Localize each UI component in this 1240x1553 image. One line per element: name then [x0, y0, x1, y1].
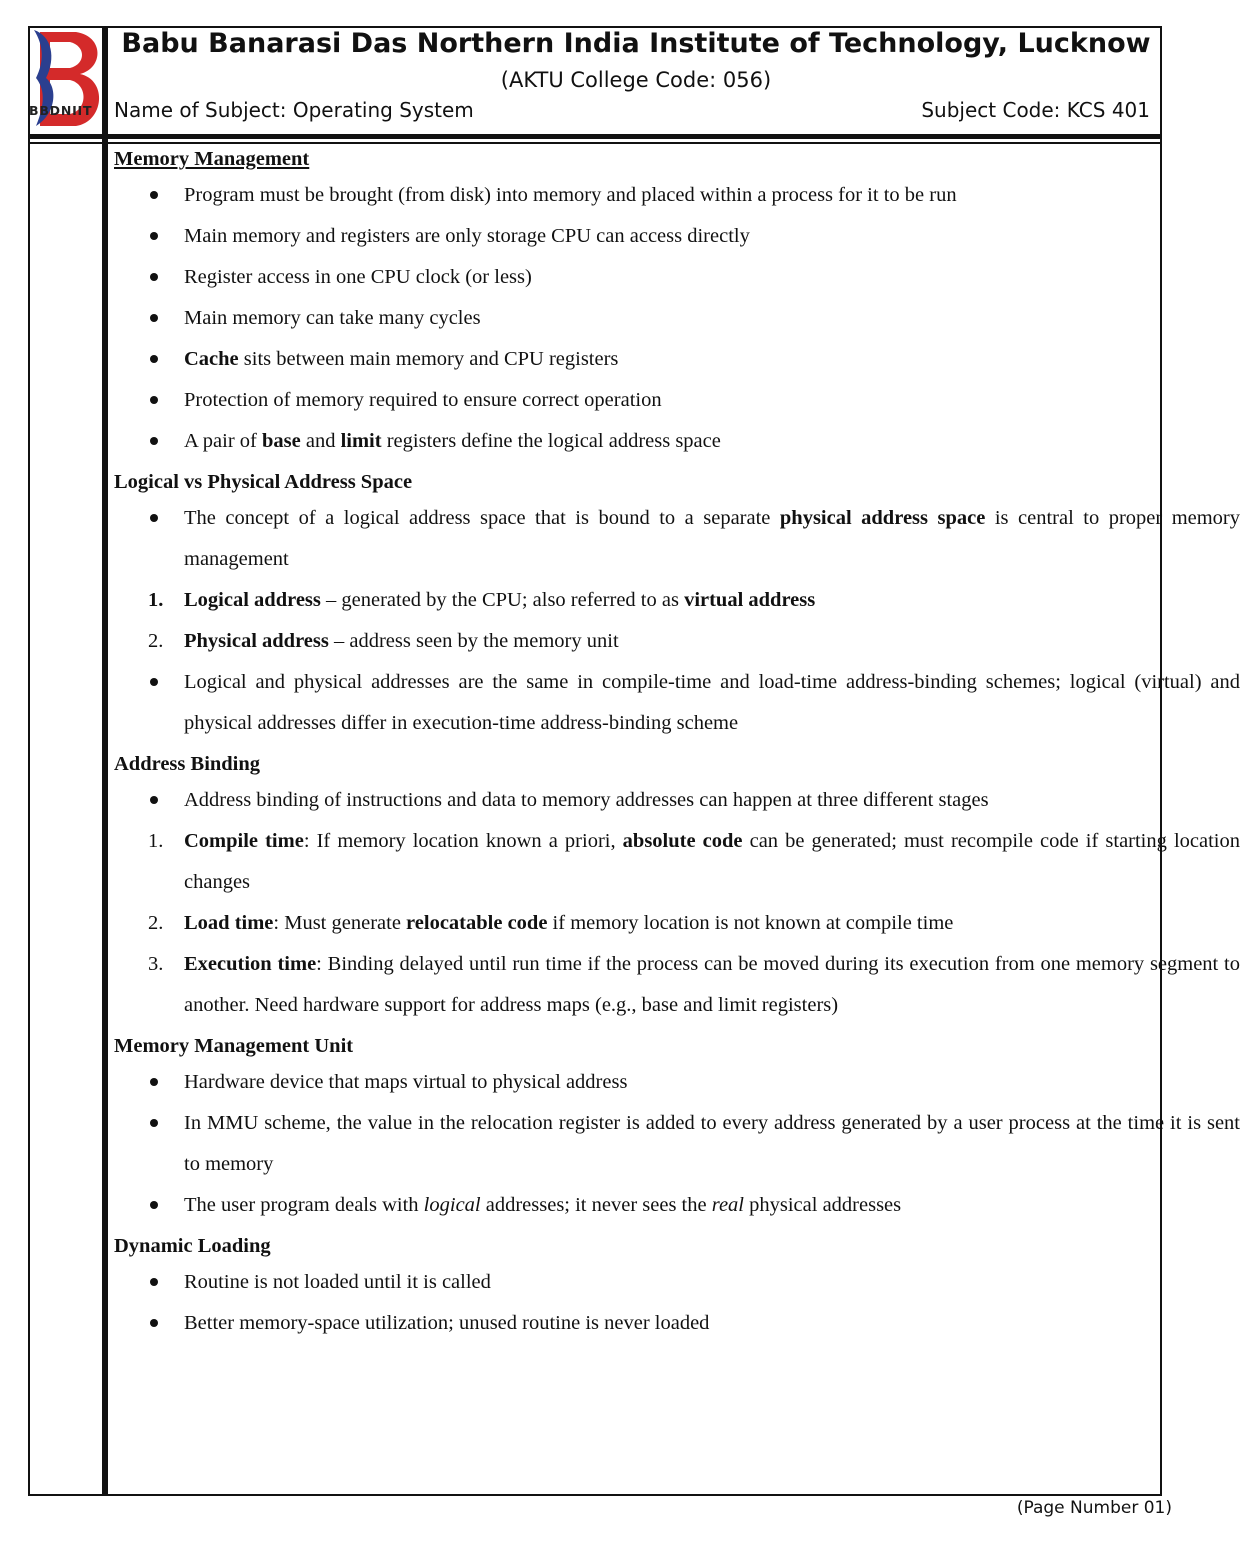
- logical-physical-list: [114, 498, 1240, 744]
- list-item: 1. Logical address – generated by the CPU; also referred to as virtual address: [148, 589, 816, 611]
- list-item: The concept of a logical address space that is bound to a separate physical address space is central to proper memory management: [114, 498, 1240, 580]
- list-item: Program must be brought (from disk) into memory and placed within a process for it to be run: [114, 175, 1160, 216]
- bullet-icon: [150, 355, 158, 363]
- list-item: 1. Compile time: If memory location known a priori, absolute code can be generated; must recompile code if starting location changes: [148, 830, 1240, 893]
- list-item: In MMU scheme, the value in the relocation register is added to every address generated by a user process at the time it is sent to memory: [114, 1103, 1240, 1185]
- header-divider-thick: [28, 134, 1162, 139]
- list-item: 3. Execution time: Binding delayed until run time if the process can be moved during its execution from one memory segment to another. Need hardware support for address maps (e.g., base and limit registers): [148, 953, 1240, 1016]
- bullet-icon: [150, 514, 158, 522]
- bullet-icon: [150, 1119, 158, 1127]
- memory-management-list: [114, 175, 1160, 462]
- section-heading-memory-management: Memory Management: [114, 148, 310, 170]
- bullet-icon: [150, 1278, 158, 1286]
- subject-code: Subject Code: KCS 401: [921, 98, 1150, 122]
- bullet-icon: [150, 314, 158, 322]
- address-binding-list: [114, 780, 1240, 1026]
- mmu-list: [114, 1062, 1240, 1226]
- section-heading-mmu: Memory Management Unit: [114, 1035, 354, 1057]
- bullet-icon: [150, 191, 158, 199]
- bullet-icon: [150, 796, 158, 804]
- list-item: Routine is not loaded until it is called: [114, 1262, 1160, 1303]
- subject-name: Name of Subject: Operating System: [114, 98, 474, 122]
- bullet-icon: [150, 1201, 158, 1209]
- bullet-icon: [150, 1078, 158, 1086]
- list-item: Address binding of instructions and data to memory addresses can happen at three different stages: [114, 780, 1160, 821]
- list-item: Main memory and registers are only storage CPU can access directly: [114, 216, 1160, 257]
- list-item: 2. Physical address – address seen by the memory unit: [148, 630, 619, 652]
- bullet-icon: [150, 232, 158, 240]
- list-item: A pair of base and limit registers define the logical address space: [114, 421, 1160, 462]
- bullet-icon: [150, 1319, 158, 1327]
- page-number: (Page Number 01): [1016, 1498, 1172, 1518]
- bullet-icon: [150, 396, 158, 404]
- bullet-icon: [150, 273, 158, 281]
- margin-divider: [102, 26, 108, 1496]
- list-item: The user program deals with logical addresses; it never sees the real physical addresses: [114, 1185, 1160, 1226]
- bullet-icon: [150, 437, 158, 445]
- list-item: Protection of memory required to ensure correct operation: [114, 380, 1160, 421]
- list-item: Main memory can take many cycles: [114, 298, 1160, 339]
- list-item: 2. Load time: Must generate relocatable code if memory location is not known at compile time: [148, 912, 954, 934]
- list-item: Cache sits between main memory and CPU registers: [114, 339, 1160, 380]
- list-item: Logical and physical addresses are the same in compile-time and load-time address-binding schemes; logical (virtual) and physical addresses differ in execution-time address-binding scheme: [114, 662, 1240, 744]
- bullet-icon: [150, 678, 158, 686]
- list-item: Hardware device that maps virtual to physical address: [114, 1062, 1160, 1103]
- section-heading-logical-physical: Logical vs Physical Address Space: [114, 471, 413, 493]
- dynamic-loading-list: [114, 1262, 1160, 1344]
- institute-name: Babu Banarasi Das Northern India Institute of Technology, Lucknow: [121, 28, 1151, 59]
- logo-text: BBDNIIT: [29, 103, 93, 118]
- college-code: (AKTU College Code: 056): [500, 68, 772, 92]
- list-item: Register access in one CPU clock (or less): [114, 257, 1160, 298]
- list-item: Better memory-space utilization; unused routine is never loaded: [114, 1303, 1160, 1344]
- section-heading-address-binding: Address Binding: [114, 753, 261, 775]
- section-heading-dynamic-loading: Dynamic Loading: [114, 1235, 271, 1257]
- notes-content: [114, 140, 1240, 1344]
